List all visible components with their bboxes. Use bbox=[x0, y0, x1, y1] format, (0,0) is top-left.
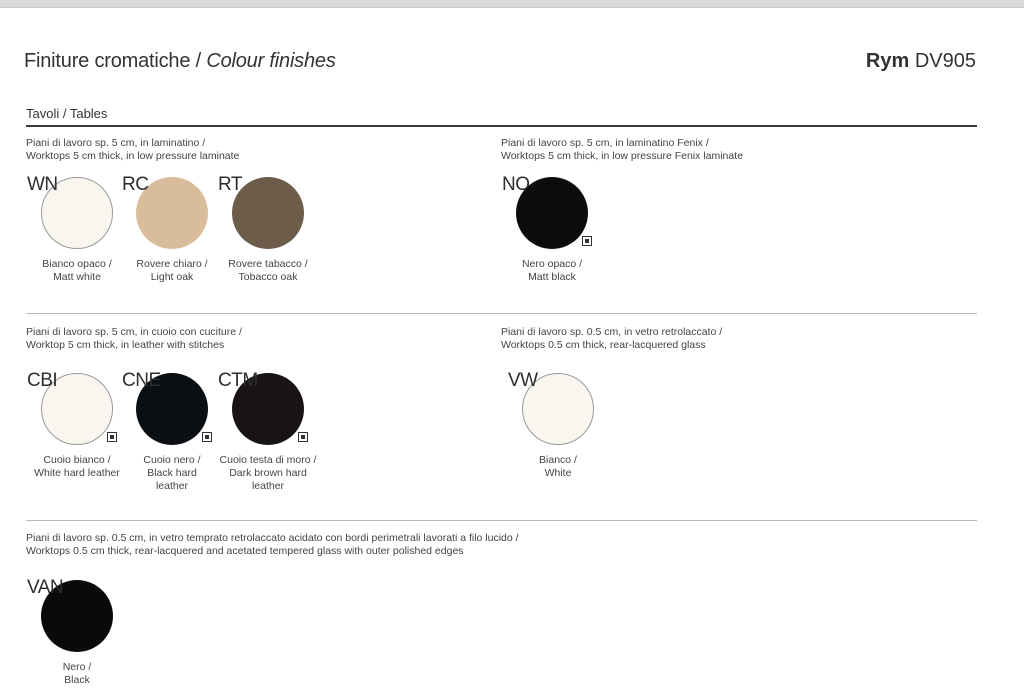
desc-italian: Piani di lavoro sp. 0.5 cm, in vetro temprato retrolaccato acidato con bordi perimetrali lavorati a filo lucido / bbox=[26, 532, 519, 544]
section-divider bbox=[26, 125, 977, 127]
material-mark-icon bbox=[107, 432, 117, 442]
finish-caption bbox=[482, 258, 622, 284]
finish-code: CBI bbox=[27, 370, 58, 391]
caption-line: leather bbox=[251, 480, 285, 492]
section-label: Tavoli / Tables bbox=[26, 106, 108, 121]
caption-line: Nero / bbox=[62, 661, 92, 673]
caption-line: Rovere chiaro / bbox=[136, 258, 208, 270]
caption-line: Rovere tabacco / bbox=[228, 258, 308, 270]
top-bar bbox=[0, 0, 1024, 8]
desc-english: Worktops 0.5 cm thick, rear-lacquered glass bbox=[501, 339, 706, 351]
finish-code: RT bbox=[218, 174, 242, 195]
desc-english: Worktops 0.5 cm thick, rear-lacquered and acetated tempered glass with outer polished edges bbox=[26, 545, 464, 557]
desc-english: Worktops 5 cm thick, in low pressure laminate bbox=[26, 150, 240, 162]
caption-line: Matt white bbox=[53, 271, 101, 283]
block-glass-desc bbox=[501, 326, 722, 352]
desc-english: Worktop 5 cm thick, in leather with stitches bbox=[26, 339, 225, 351]
caption-line: White hard leather bbox=[34, 467, 120, 479]
material-mark-icon bbox=[202, 432, 212, 442]
desc-italian: Piani di lavoro sp. 5 cm, in laminatino / bbox=[26, 137, 206, 149]
finish-caption bbox=[7, 661, 147, 687]
title-english: Colour finishes bbox=[206, 50, 336, 72]
desc-italian: Piani di lavoro sp. 0.5 cm, in vetro retrolaccato / bbox=[501, 326, 723, 338]
caption-line: Matt black bbox=[528, 271, 576, 283]
finish-code: CNE bbox=[122, 370, 161, 391]
caption-line: leather bbox=[155, 480, 189, 492]
page-title bbox=[24, 50, 336, 73]
finish-code: CTM bbox=[218, 370, 258, 391]
desc-italian: Piani di lavoro sp. 5 cm, in cuoio con cuciture / bbox=[26, 326, 242, 338]
finish-code: VW bbox=[508, 370, 538, 391]
finish-code: WN bbox=[27, 174, 58, 195]
desc-italian: Piani di lavoro sp. 5 cm, in laminatino Fenix / bbox=[501, 137, 709, 149]
caption-line: Bianco opaco / bbox=[42, 258, 112, 270]
finish-caption bbox=[198, 258, 338, 284]
finish-code: NO bbox=[502, 174, 530, 195]
divider bbox=[26, 520, 977, 521]
block-leather-desc bbox=[26, 326, 242, 352]
model-brand: Rym bbox=[865, 50, 910, 72]
caption-line: Tobacco oak bbox=[238, 271, 298, 283]
model-name bbox=[866, 50, 976, 73]
color-swatch-circle bbox=[232, 177, 304, 249]
block-laminate-desc bbox=[26, 137, 239, 163]
caption-line: Light oak bbox=[150, 271, 194, 283]
caption-line: Bianco / bbox=[539, 454, 577, 466]
block-fenix-desc bbox=[501, 137, 743, 163]
model-code: DV905 bbox=[914, 50, 976, 72]
caption-line: Cuoio testa di moro / bbox=[219, 454, 317, 466]
desc-english: Worktops 5 cm thick, in low pressure Fenix laminate bbox=[501, 150, 743, 162]
title-italian: Finiture cromatiche / bbox=[24, 50, 201, 72]
caption-line: Black hard bbox=[147, 467, 197, 479]
finish-code: RC bbox=[122, 174, 149, 195]
finish-code: VAN bbox=[27, 577, 64, 598]
caption-line: Black bbox=[64, 674, 90, 686]
caption-line: Dark brown hard bbox=[229, 467, 307, 479]
material-mark-icon bbox=[582, 236, 592, 246]
finish-caption bbox=[198, 454, 338, 493]
caption-line: White bbox=[544, 467, 572, 479]
caption-line: Cuoio bianco / bbox=[43, 454, 111, 466]
finish-caption bbox=[488, 454, 628, 480]
caption-line: Cuoio nero / bbox=[143, 454, 201, 466]
block-tempered-glass-desc bbox=[26, 532, 519, 558]
caption-line: Nero opaco / bbox=[521, 258, 583, 270]
divider bbox=[26, 313, 977, 314]
material-mark-icon bbox=[298, 432, 308, 442]
